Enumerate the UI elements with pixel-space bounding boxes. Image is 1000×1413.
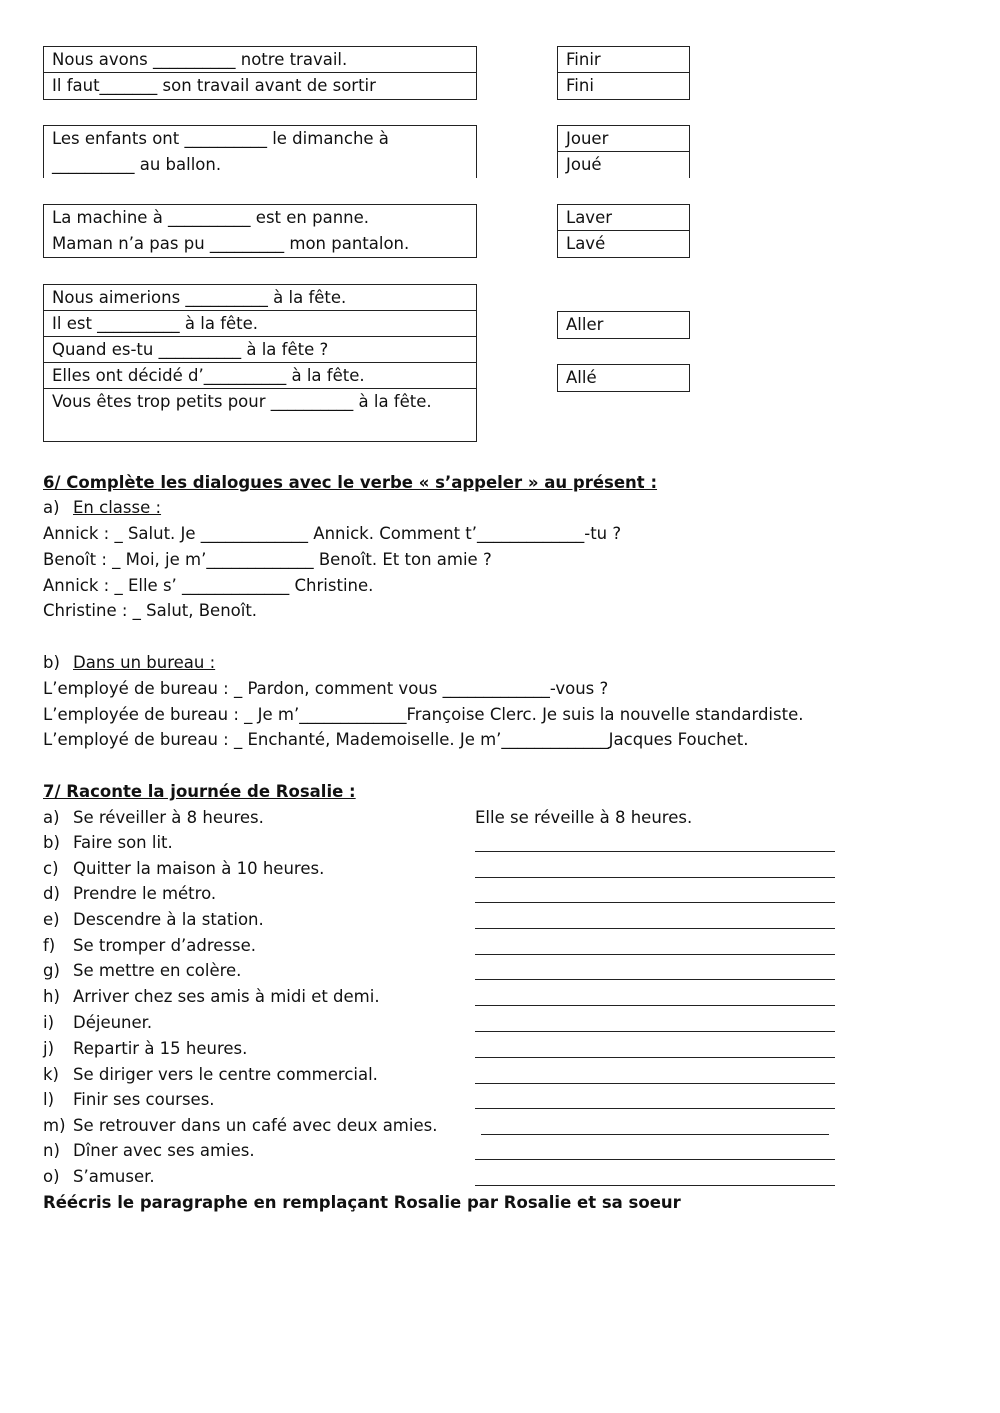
part-a-title: En classe : [73, 498, 162, 517]
sentence-box-laver [43, 204, 477, 258]
option-alle-label: Allé [566, 368, 597, 387]
item-text: Arriver chez ses amis à midi et demi. [73, 987, 380, 1006]
sentence-row: Nous aimerions __________ à la fête. [44, 285, 476, 311]
item-label: o) [43, 1167, 60, 1186]
item-label: m) [43, 1116, 66, 1135]
item-text: S’amuser. [73, 1167, 155, 1186]
item-text: Prendre le métro. [73, 884, 217, 903]
dialogue-line: Christine : _ Salut, Benoît. [43, 601, 258, 620]
example-answer: Elle se réveille à 8 heures. [475, 808, 693, 827]
list-item [43, 1089, 215, 1111]
list-item [43, 883, 216, 905]
item-text: Se tromper d’adresse. [73, 936, 257, 955]
sentence-row: Quand es-tu __________ à la fête ? [44, 337, 476, 363]
answer-line[interactable] [481, 1134, 829, 1135]
answer-line[interactable] [475, 1108, 835, 1109]
dialogue-line: Benoît : _ Moi, je m’_____________ Benoît. Et ton amie ? [43, 550, 492, 569]
item-label: h) [43, 987, 60, 1006]
sentence-row: __________ au ballon. [52, 155, 222, 174]
answer-line[interactable] [475, 1083, 835, 1084]
exercise7-title: 7/ Raconte la journée de Rosalie : [43, 782, 356, 801]
option-finir: Finir [558, 47, 689, 73]
option-jouer: Jouer [558, 126, 689, 152]
item-text: Se retrouver dans un café avec deux amies. [73, 1116, 438, 1135]
answer-line[interactable] [475, 902, 835, 903]
part-a-marker: a) [43, 498, 60, 517]
item-label: d) [43, 884, 60, 903]
option-lave: Lavé [566, 234, 606, 253]
dialogue-line: L’employé de bureau : _ Pardon, comment vous _____________-vous ? [43, 679, 609, 698]
answer-line[interactable] [475, 1185, 835, 1186]
exercise6-title: 6/ Complète les dialogues avec le verbe « s’appeler » au présent : [43, 473, 658, 492]
part-b-title: Dans un bureau : [73, 653, 216, 672]
item-label: e) [43, 910, 60, 929]
item-text: Quitter la maison à 10 heures. [73, 859, 325, 878]
list-item [43, 1012, 152, 1034]
item-text: Déjeuner. [73, 1013, 153, 1032]
part-a-heading [43, 497, 161, 519]
answer-line[interactable] [475, 1005, 835, 1006]
part-b-marker: b) [43, 653, 60, 672]
answer-line[interactable] [475, 851, 835, 852]
item-text: Se réveiller à 8 heures. [73, 808, 264, 827]
answer-line[interactable] [475, 954, 835, 955]
item-label: g) [43, 961, 60, 980]
option-aller-label: Aller [566, 315, 604, 334]
list-item [43, 807, 264, 829]
sentence-row: Elles ont décidé d’__________ à la fête. [44, 363, 476, 389]
answer-line[interactable] [475, 1159, 835, 1160]
item-text: Faire son lit. [73, 833, 173, 852]
rewrite-instruction: Réécris le paragraphe en remplaçant Rosalie par Rosalie et sa soeur [43, 1193, 681, 1212]
item-text: Repartir à 15 heures. [73, 1039, 248, 1058]
list-item [43, 1140, 255, 1162]
item-text: Se mettre en colère. [73, 961, 242, 980]
item-label: l) [43, 1090, 55, 1109]
answer-line[interactable] [475, 1057, 835, 1058]
sentence-row: La machine à __________ est en panne. [52, 208, 370, 227]
list-item [43, 909, 264, 931]
list-item [43, 1166, 155, 1188]
option-aller [557, 311, 690, 339]
list-item [43, 1038, 247, 1060]
item-label: a) [43, 808, 60, 827]
sentence-row: Il faut_______ son travail avant de sortir [52, 76, 376, 95]
sentence-box-jouer [43, 125, 477, 178]
list-item [43, 986, 380, 1008]
list-item [43, 1115, 437, 1137]
dialogue-line: L’employé de bureau : _ Enchanté, Mademoiselle. Je m’_____________Jacques Fouchet. [43, 730, 749, 749]
dialogue-line: Annick : _ Elle s’ _____________ Christine. [43, 576, 374, 595]
list-item [43, 832, 173, 854]
list-item [43, 935, 256, 957]
dialogue-line: Annick : _ Salut. Je _____________ Annick. Comment t’_____________-tu ? [43, 524, 622, 543]
option-laver: Laver [558, 205, 689, 231]
answer-line[interactable] [475, 877, 835, 878]
sentence-row: Les enfants ont __________ le dimanche à [52, 129, 389, 148]
sentence-row: Il est __________ à la fête. [44, 311, 476, 337]
answer-line[interactable] [475, 928, 835, 929]
list-item [43, 858, 324, 880]
item-label: f) [43, 936, 56, 955]
sentence-box-finir [43, 46, 477, 100]
list-item [43, 960, 241, 982]
option-fini: Fini [566, 76, 594, 95]
answer-line[interactable] [475, 1031, 835, 1032]
option-box-jouer [557, 125, 690, 178]
item-label: n) [43, 1141, 60, 1160]
sentence-row: Nous avons __________ notre travail. [44, 47, 476, 73]
dialogue-line: L’employée de bureau : _ Je m’_____________Françoise Clerc. Je suis la nouvelle standardiste. [43, 705, 804, 724]
sentence-row: Vous êtes trop petits pour __________ à la fête. [52, 392, 432, 411]
list-item [43, 1064, 378, 1086]
item-label: b) [43, 833, 60, 852]
item-label: i) [43, 1013, 55, 1032]
item-label: j) [43, 1039, 55, 1058]
sentence-box-aller [43, 284, 477, 442]
item-text: Se diriger vers le centre commercial. [73, 1065, 378, 1084]
answer-line[interactable] [475, 979, 835, 980]
item-text: Descendre à la station. [73, 910, 264, 929]
sentence-row: Maman n’a pas pu _________ mon pantalon. [52, 234, 410, 253]
option-box-finir [557, 46, 690, 100]
item-label: k) [43, 1065, 59, 1084]
part-b-heading [43, 652, 215, 674]
option-alle [557, 364, 690, 392]
item-label: c) [43, 859, 59, 878]
item-text: Dîner avec ses amies. [73, 1141, 255, 1160]
item-text: Finir ses courses. [73, 1090, 215, 1109]
option-joue: Joué [566, 155, 602, 174]
option-box-laver [557, 204, 690, 258]
